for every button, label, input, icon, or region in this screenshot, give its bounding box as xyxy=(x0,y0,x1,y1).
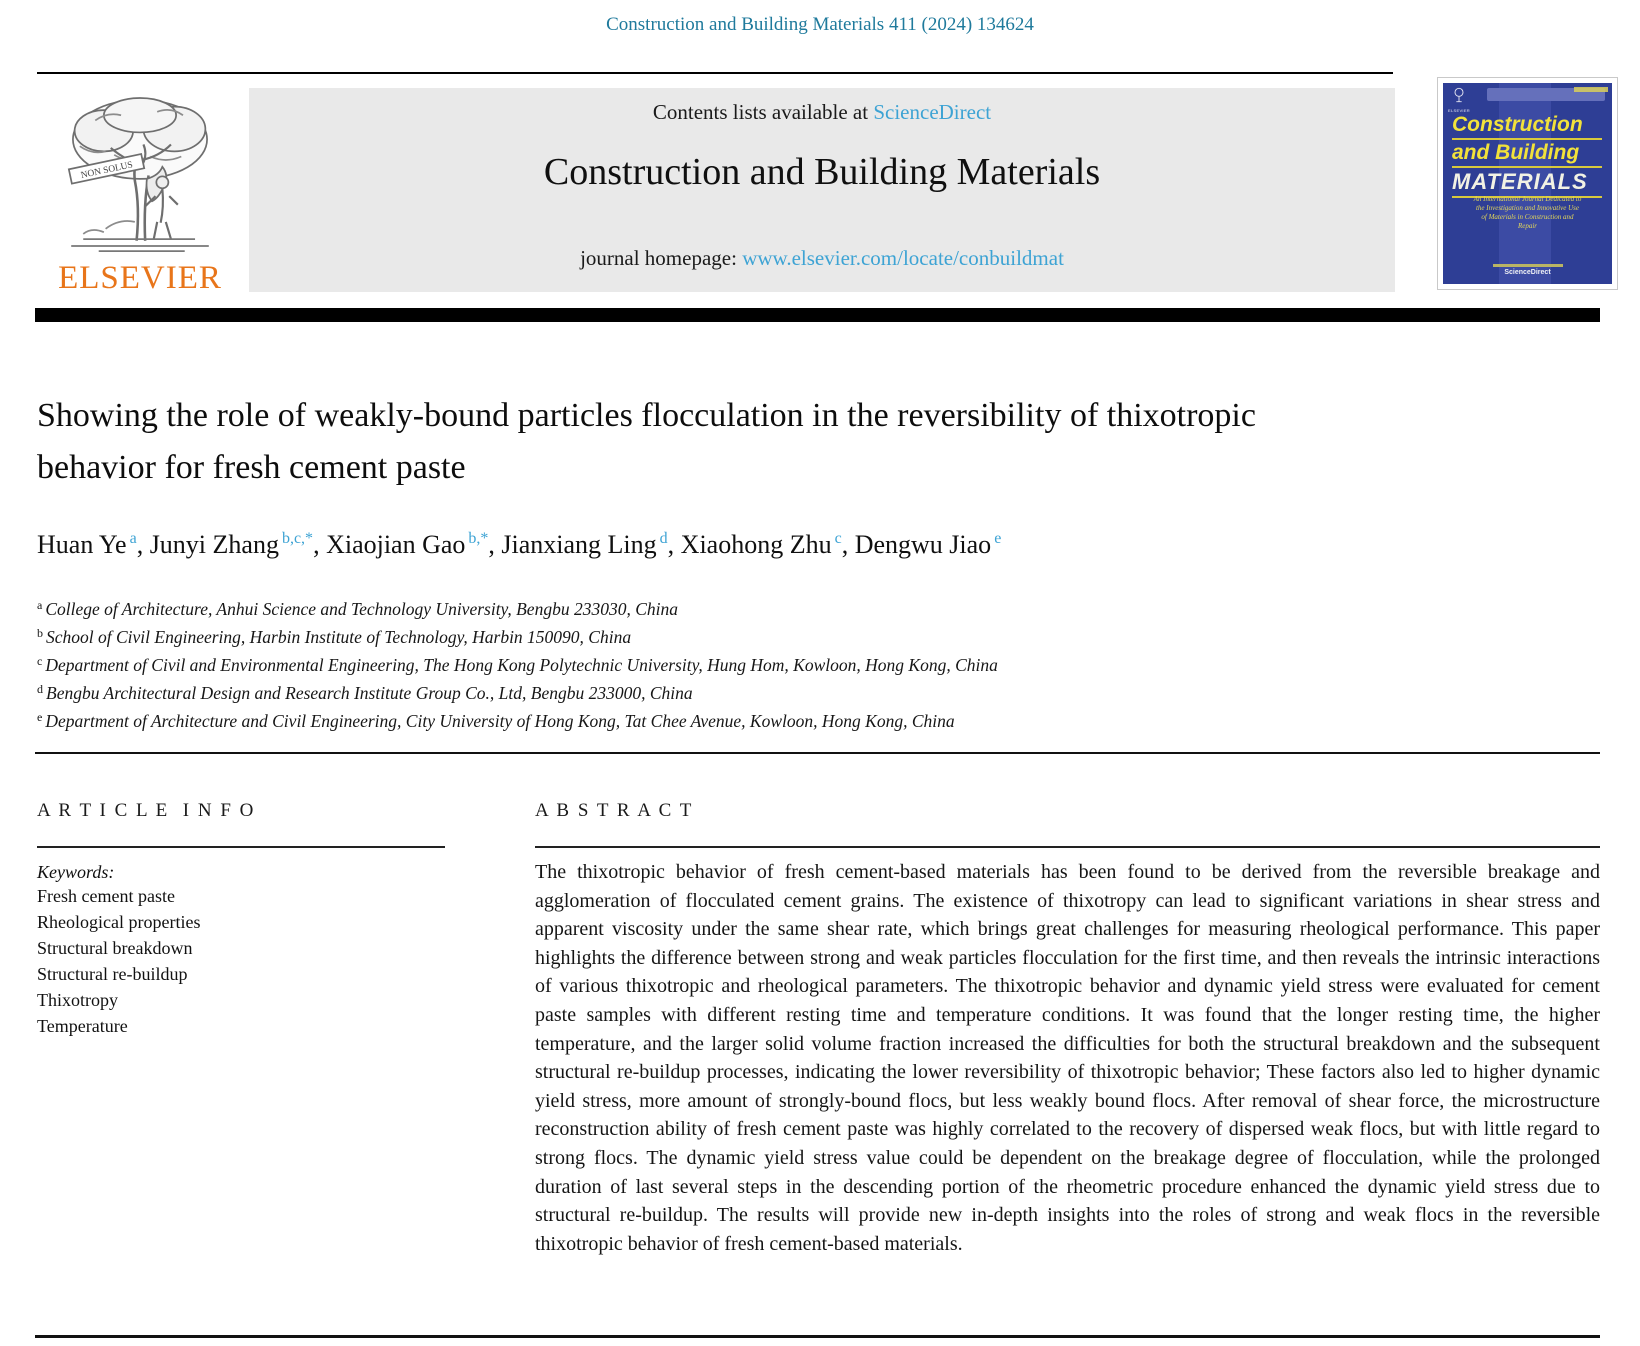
contents-line xyxy=(249,100,1395,125)
abstract-rule xyxy=(535,846,1600,848)
author-separator: , xyxy=(313,530,327,559)
author-affiliation-superscript: c xyxy=(834,530,842,547)
journal-cover-art xyxy=(1443,83,1612,284)
elsevier-logo xyxy=(40,86,240,298)
cover-sciencedirect-label: ScienceDirect xyxy=(1504,269,1551,276)
affiliation-text: Bengbu Architectural Design and Research Institute Group Co., Ltd, Bengbu 233000, China xyxy=(46,683,693,703)
cover-tree-icon xyxy=(1452,87,1466,103)
keyword-item: Thixotropy xyxy=(37,990,118,1010)
author xyxy=(501,530,667,559)
author-affiliation-superscript: a xyxy=(129,530,137,547)
journal-title: Construction and Building Materials xyxy=(543,151,1101,193)
affiliation-label: e xyxy=(37,710,43,724)
affiliation-text: College of Architecture, Anhui Science and Technology University, Bengbu 233030, China xyxy=(45,599,678,619)
affiliation-row xyxy=(37,596,1437,624)
affiliation-text: Department of Architecture and Civil Engineering, City University of Hong Kong, Tat Chee Avenue, Kowloon, Hong Kong, China xyxy=(45,711,955,731)
homepage-prefix: journal homepage: xyxy=(580,246,743,270)
affiliation-row xyxy=(37,652,1437,680)
affiliation-label: c xyxy=(37,654,43,668)
authors-line xyxy=(37,530,1577,560)
author-separator: , xyxy=(488,530,502,559)
affiliation-row xyxy=(37,708,1437,736)
keyword-item: Structural breakdown xyxy=(37,938,193,958)
affiliation-text: School of Civil Engineering, Harbin Institute of Technology, Harbin 150090, China xyxy=(46,627,632,647)
article-info-rule xyxy=(37,846,445,848)
author-affiliation-superscript: b,* xyxy=(468,530,489,547)
contents-prefix: Contents lists available at xyxy=(652,100,874,124)
journal-banner xyxy=(249,88,1395,292)
cover-title-line1: Construction xyxy=(1452,113,1583,136)
journal-citation-link[interactable]: Construction and Building Materials 411 (2024) 134624 xyxy=(606,14,1034,35)
author xyxy=(681,530,842,559)
cover-subtitle: An International Journal Dedicated to the Investigation and Innovative Use of Materials in Construction and Repair xyxy=(1473,195,1582,230)
cover-issn-text-blur xyxy=(1574,87,1608,92)
abstract-heading: A B S T R A C T xyxy=(535,800,694,821)
author-name: Jianxiang Ling xyxy=(501,530,657,559)
author-name: Huan Ye xyxy=(37,530,127,559)
cover-rule xyxy=(1452,166,1602,168)
sciencedirect-link[interactable]: ScienceDirect xyxy=(873,100,992,124)
author-affiliation-superscript: e xyxy=(994,530,1002,547)
article-info-heading: A R T I C L E I N F O xyxy=(37,800,256,821)
author-name: Xiaohong Zhu xyxy=(680,530,832,559)
keywords-list xyxy=(37,883,447,1039)
keywords-label: Keywords: xyxy=(37,862,115,882)
cover-titles xyxy=(1452,113,1612,199)
author xyxy=(855,530,1002,559)
cover-sciencedirect xyxy=(1443,264,1612,276)
author-name: Dengwu Jiao xyxy=(854,530,992,559)
keyword-item: Fresh cement paste xyxy=(37,886,175,906)
keyword-item: Rheological properties xyxy=(37,912,201,932)
author xyxy=(37,530,137,559)
affiliation-text: Department of Civil and Environmental Engineering, The Hong Kong Polytechnic University, Hung Hom, Kowloon, Hong Kong, China xyxy=(45,655,998,675)
section-divider-rule xyxy=(35,752,1600,754)
cover-elsevier-label: ELSEVIER xyxy=(1448,108,1470,113)
affiliations-list xyxy=(37,596,1437,736)
author xyxy=(150,530,313,559)
homepage-url-link[interactable]: www.elsevier.com/locate/conbuildmat xyxy=(742,246,1064,270)
header-bottom-bar xyxy=(35,308,1600,322)
elsevier-wordmark: ELSEVIER xyxy=(58,260,222,296)
keyword-item: Structural re-buildup xyxy=(37,964,188,984)
author xyxy=(326,530,488,559)
affiliation-row xyxy=(37,624,1437,652)
affiliation-label: d xyxy=(37,682,43,696)
page-bottom-rule xyxy=(35,1335,1600,1338)
author-affiliation-superscript: b,c,* xyxy=(281,530,314,547)
keyword-item: Temperature xyxy=(37,1016,128,1036)
journal-cover-thumbnail[interactable] xyxy=(1437,77,1618,290)
cover-sd-rule xyxy=(1493,264,1563,267)
author-name: Xiaojian Gao xyxy=(326,530,466,559)
affiliation-row xyxy=(37,680,1437,708)
abstract-column xyxy=(535,800,1600,1258)
author-affiliation-superscript: d xyxy=(659,530,668,547)
author-name: Junyi Zhang xyxy=(149,530,279,559)
header-top-rule xyxy=(37,72,1393,74)
abstract-text: The thixotropic behavior of fresh cement-based materials has been found to be derived from the reversible breakage and agglomeration of flocculated cement grains. The existence of thixotropy can lead to significant variations in shear stress and apparent viscosity under the same shear rate, which brings great challenges for measuring rheological performance. This paper highlights the difference between strong and weak particles flocculation for the first time, and then reveals the intrinsic interactions of various thixotropic and rheological parameters. The thixotropic behavior and dynamic yield stress were evaluated for cement paste samples with different resting time and temperature conditions. It was found that the longer resting time, the higher temperature, and the larger solid volume fraction increased the difficulties for both the structural breakdown and the subsequent structural re-buildup processes, indicating the lower reversibility of thixotropic behavior; These factors also led to higher dynamic yield stress, more amount of strongly-bound flocs, but less weakly bound flocs. After removal of shear force, the microstructure reconstruction ability of fresh cement paste was highly correlated to the recovery of dispersed weak flocs, but with little regard to strong flocs. The dynamic yield stress value could be dependent on the breakage degree of flocculation, while the prolonged duration of last several steps in the descending portion of the rheometric procedure enhanced the dynamic yield stress due to structural re-buildup. The results will provide new in-depth insights into the roles of strong and weak flocs in the reversible thixotropic behavior of fresh cement-based materials. xyxy=(535,861,1600,1255)
article-title: Showing the role of weakly-bound particles flocculation in the reversibility of thixotropic behavior for fresh cement paste xyxy=(37,397,1256,486)
article-info-column xyxy=(37,800,447,1039)
author-separator: , xyxy=(136,530,150,559)
cover-title-line2: and Building xyxy=(1452,141,1580,164)
author-separator: , xyxy=(841,530,855,559)
cover-title-line3: MATERIALS xyxy=(1452,169,1588,194)
homepage-line xyxy=(249,246,1395,271)
logo-motto: NON SOLUS xyxy=(80,160,134,182)
affiliation-label: b xyxy=(37,626,43,640)
author-separator: , xyxy=(667,530,681,559)
cover-elsevier-mark xyxy=(1448,87,1470,113)
cover-rule xyxy=(1452,138,1602,140)
elsevier-tree-icon xyxy=(54,86,226,258)
affiliation-label: a xyxy=(37,598,43,612)
